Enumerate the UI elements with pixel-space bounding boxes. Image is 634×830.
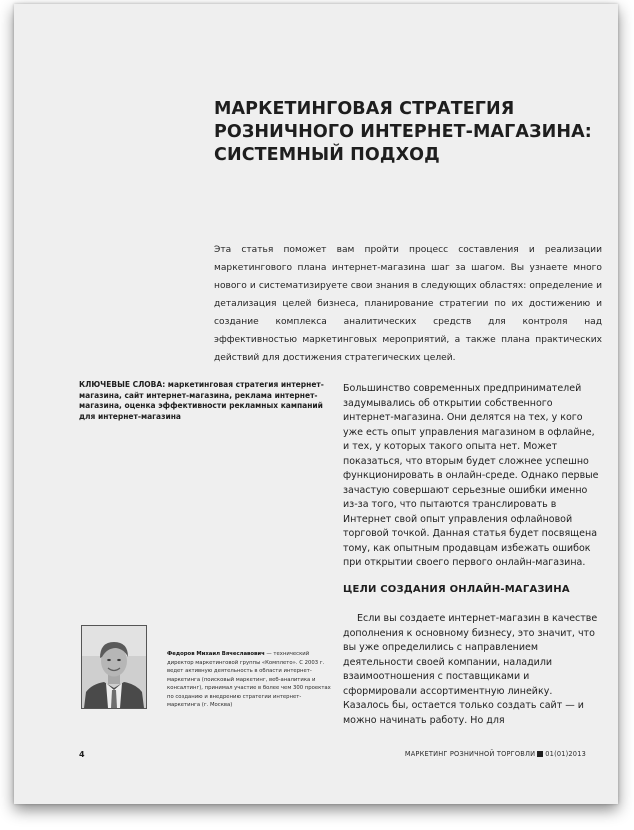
article-lead: Эта статья поможет вам пройти процесс составления и реализации маркетингового плана интернет-магазина шаг за шагом. Вы узнаете много нового и систематизируете свои знания в следующих областях: определение и детализация целей бизнеса, планирование стратегии по их достижению и создание комплекса аналитических средств для контроля над эффективностью маркетинговых мероприятий, а также плана практических действий для достижения стратегических целей. bbox=[214, 245, 602, 363]
author-name: Федоров Михаил Вячеславович bbox=[167, 651, 265, 657]
author-photo bbox=[81, 625, 147, 709]
document-page bbox=[14, 4, 618, 804]
author-bio bbox=[167, 650, 332, 710]
section-body: Если вы создаете интернет-магазин в качестве дополнения к основному бизнесу, это значит, что вы уже определились с направлением деятельности своей компании, наладили взаимоотношения с поставщиками и сформировали ассортиментную линейку. Казалось бы, остается только создать сайт — и можно начинать работу. Но для bbox=[343, 613, 598, 726]
author-portrait-icon bbox=[82, 626, 146, 708]
article-title: МАРКЕТИНГОВАЯ СТРАТЕГИЯ РОЗНИЧНОГО ИНТЕРНЕТ-МАГАЗИНА: СИСТЕМНЫЙ ПОДХОД bbox=[214, 99, 592, 165]
square-bullet-icon bbox=[537, 751, 543, 757]
author-bio-text: — технический директор маркетинговой группы «Комплето». С 2003 г. ведет активную деятельность в области интернет-маркетинга (поисковый маркетинг, веб-аналитика и консалтинг), принимал участие в более чем 300 проектах по созданию и внедрению стратегии интернет-маркетинга (г. Москва) bbox=[167, 651, 331, 708]
journal-issue: 01(01)2013 bbox=[545, 750, 586, 758]
keywords: КЛЮЧЕВЫЕ СЛОВА: маркетинговая стратегия интернет-магазина, сайт интернет-магазина, реклама интернет-магазина, оценка эффективности рекламных кампаний для интернет-магазина bbox=[79, 380, 324, 421]
journal-footer bbox=[405, 750, 586, 758]
journal-title: МАРКЕТИНГ РОЗНИЧНОЙ ТОРГОВЛИ bbox=[404, 750, 536, 758]
article-intro: Большинство современных предпринимателей задумывались об открытии собственного интернет-магазина. Они делятся на тех, у кого уже есть опыт управления магазином в офлайне, и тех, у которых такого опыта нет. Может показаться, что вторым будет сложнее успешно функционировать в онлайн-среде. Однако первые зачастую совершают серьезные ошибки именно из-за того, что пытаются транслировать в Интернет свой опыт управления офлайновой торговой точкой. Данная статья будет посвящена тому, как опытным продавцам избежать ошибок при открытии своего первого онлайн-магазина. bbox=[343, 383, 599, 568]
page-number: 4 bbox=[79, 750, 85, 759]
section-heading: ЦЕЛИ СОЗДАНИЯ ОНЛАЙН-МАГАЗИНА bbox=[343, 584, 570, 595]
